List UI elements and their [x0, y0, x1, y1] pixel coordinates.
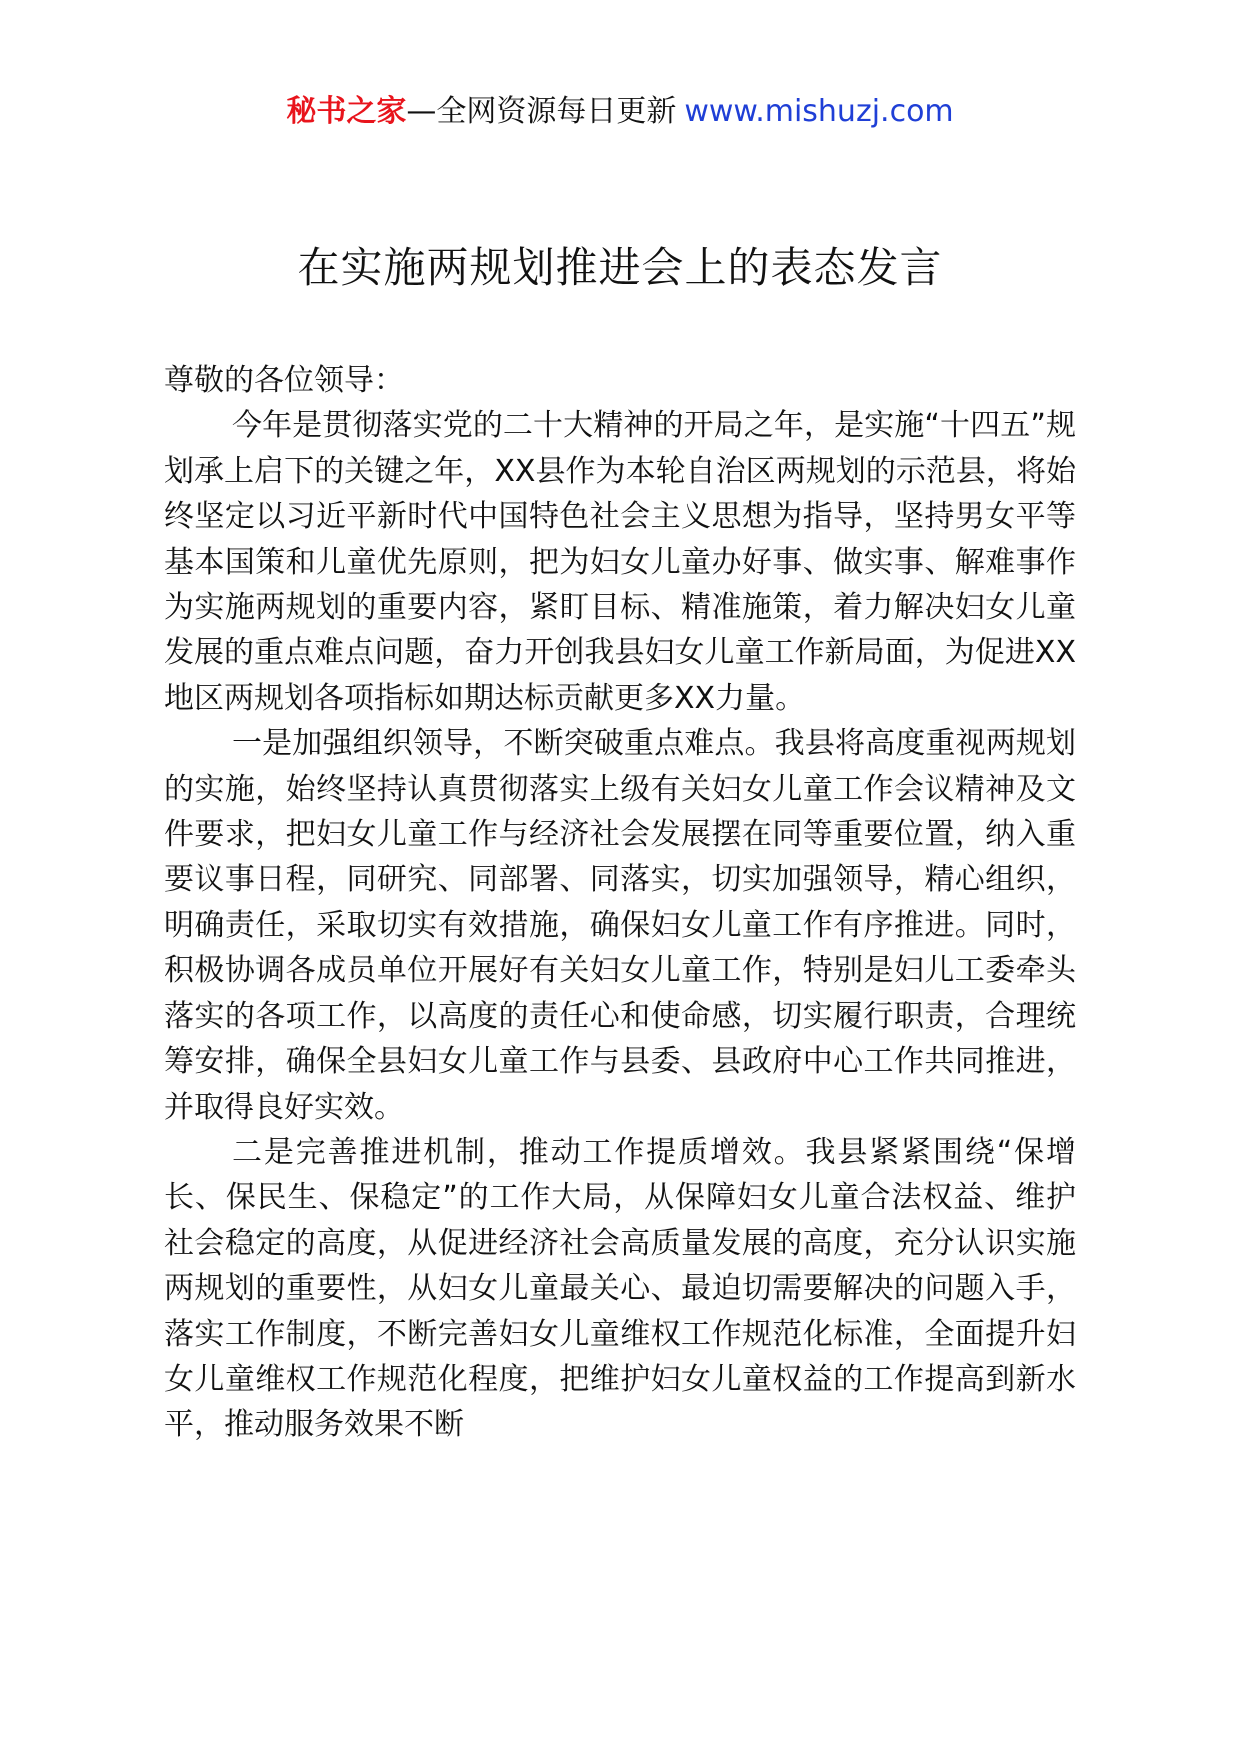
paragraph-point-one: 一是加强组织领导，不断突破重点难点。我县将高度重视两规划的实施，始终坚持认真贯彻落实上级有关妇女儿童工作会议精神及文件要求，把妇女儿童工作与经济社会发展摆在同等重要位置，纳入重要议事日程，同研究、同部署、同落实，切实加强领导，精心组织，明确责任，采取切实有效措施，确保妇女儿童工作有序推进。同时，积极协调各成员单位开展好有关妇女儿童工作，特别是妇儿工委牵头落实的各项工作，以高度的责任心和使命感，切实履行职责，合理统筹安排，确保全县妇女儿童工作与县委、县政府中心工作共同推进，并取得良好实效。: [164, 726, 1076, 1125]
paragraph-intro: 今年是贯彻落实党的二十大精神的开局之年，是实施“十四五”规划承上启下的关键之年，XX县作为本轮自治区两规划的示范县，将始终坚定以习近平新时代中国特色社会主义思想为指导，坚持男女平等基本国策和儿童优先原则，把为妇女儿童办好事、做实事、解难事作为实施两规划的重要内容，紧盯目标、精准施策，着力解决妇女儿童发展的重点难点问题，奋力开创我县妇女儿童工作新局面，为促进XX地区两规划各项指标如期达标贡献更多XX力量。: [164, 408, 1076, 716]
greeting: 尊敬的各位领导：: [164, 363, 404, 398]
document-body: [164, 358, 1076, 1448]
document-title: 在实施两规划推进会上的表态发言: [297, 243, 943, 292]
paragraph-point-two: 二是完善推进机制，推动工作提质增效。我县紧紧围绕“保增长、保民生、保稳定”的工作大局，从保障妇女儿童合法权益、维护社会稳定的高度，从促进经济社会高质量发展的高度，充分认识实施两规划的重要性，从妇女儿童最关心、最迫切需要解决的问题入手，落实工作制度，不断完善妇女儿童维权工作规范化标准，全面提升妇女儿童维权工作规范化程度，把维护妇女儿童权益的工作提高到新水平，推动服务效果不断: [164, 1134, 1076, 1443]
site-brand: 秘书之家: [286, 94, 407, 129]
site-slogan: —全网资源每日更新: [406, 94, 677, 129]
site-url: www.mishuzj.com: [684, 94, 954, 129]
site-header: [0, 92, 1240, 132]
